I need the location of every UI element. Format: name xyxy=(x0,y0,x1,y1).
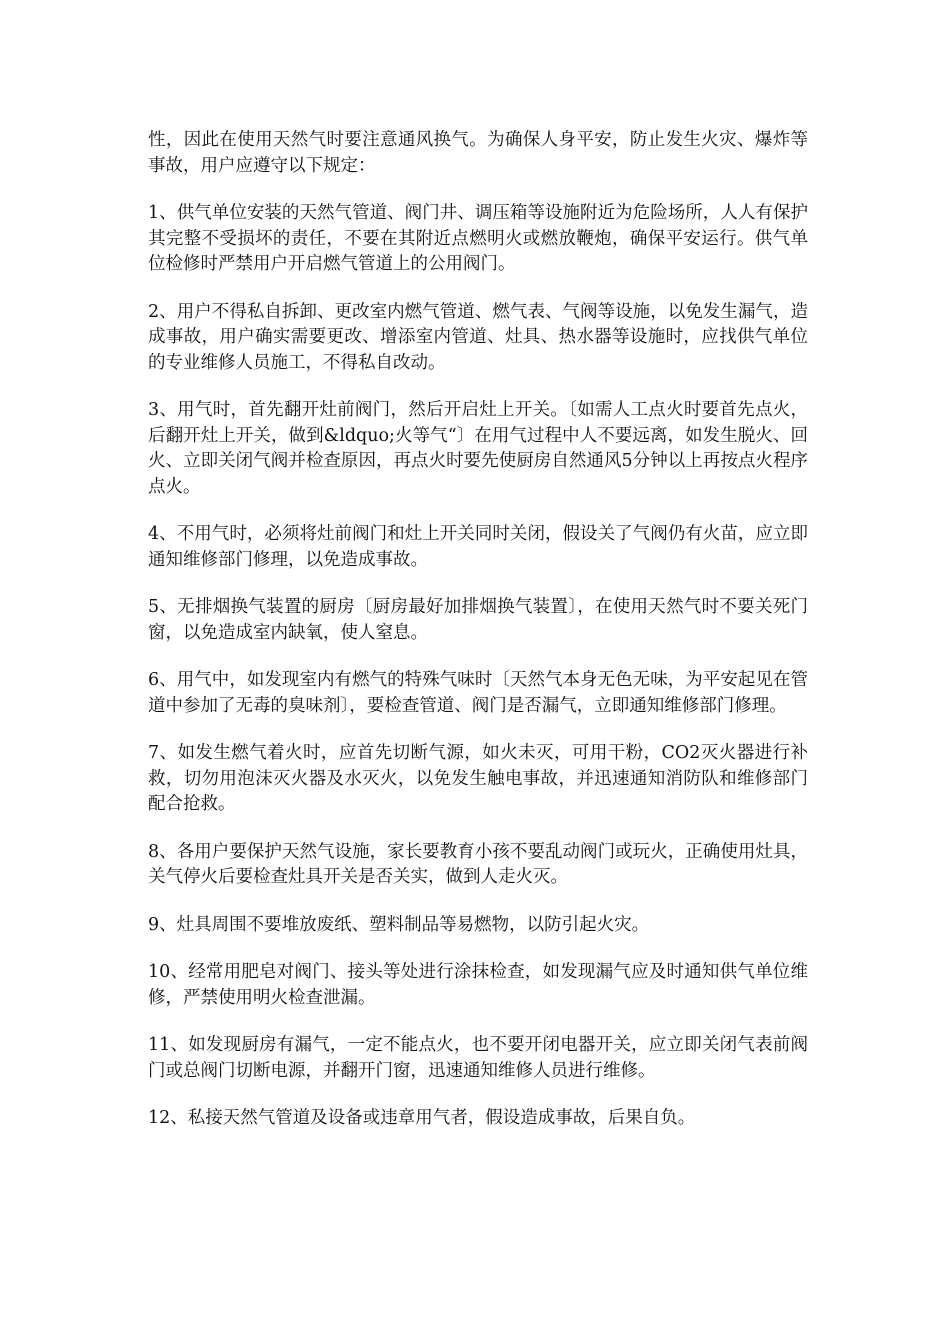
rule-paragraph-9: 9、灶具周围不要堆放废纸、塑料制品等易燃物，以防引起火灾。 xyxy=(148,914,650,935)
rule-paragraph-8: 8、各用户要保护天然气设施，家长要教育小孩不要乱动阀门或玩火，正确使用灶具，关气停火后要检查灶具开关是否关实，做到人走火灭。 xyxy=(148,841,808,887)
document-body xyxy=(148,128,808,1154)
intro-paragraph: 性，因此在使用天然气时要注意通风换气。为确保人身平安，防止发生火灾、爆炸等事故，用户应遵守以下规定： xyxy=(148,130,808,176)
rule-paragraph-4: 4、不用气时，必须将灶前阀门和灶上开关同时关闭，假设关了气阀仍有火苗，应立即通知维修部门修理，以免造成事故。 xyxy=(148,524,808,570)
rule-paragraph-3: 3、用气时，首先翻开灶前阀门，然后开启灶上开关。〔如需人工点火时要首先点火，后翻开灶上开关，做到&ldquo;火等气“〕在用气过程中人不要远离，如发生脱火、回火、立即关闭气阀并检查原因，再点火时要先使厨房自然通风5分钟以上再按点火程序点火。 xyxy=(148,400,808,497)
rule-paragraph-5: 5、无排烟换气装置的厨房〔厨房最好加排烟换气装置〕，在使用天然气时不要关死门窗，以免造成室内缺氧，使人窒息。 xyxy=(148,597,808,643)
rule-paragraph-10: 10、经常用肥皂对阀门、接头等处进行涂抹检查，如发现漏气应及时通知供气单位维修，严禁使用明火检查泄漏。 xyxy=(148,962,808,1008)
rule-paragraph-6: 6、用气中，如发现室内有燃气的特殊气味时〔天然气本身无色无味，为平安起见在管道中参加了无毒的臭味剂〕，要检查管道、阀门是否漏气，立即通知维修部门修理。 xyxy=(148,670,808,716)
rule-paragraph-11: 11、如发现厨房有漏气，一定不能点火，也不要开闭电器开关，应立即关闭气表前阀门或总阀门切断电源，并翻开门窗，迅速通知维修人员进行维修。 xyxy=(148,1035,808,1081)
rule-paragraph-2: 2、用户不得私自拆卸、更改室内燃气管道、燃气表、气阀等设施，以免发生漏气，造成事故，用户确实需要更改、增添室内管道、灶具、热水器等设施时，应找供气单位的专业维修人员施工，不得私自改动。 xyxy=(148,301,808,373)
rule-paragraph-12: 12、私接天然气管道及设备或违章用气者，假设造成事故，后果自负。 xyxy=(148,1108,696,1128)
rule-paragraph-7: 7、如发生燃气着火时，应首先切断气源，如火未灭，可用干粉，CO2灭火器进行补救，切勿用泡沫灭火器及水灭火，以免发生触电事故，并迅速通知消防队和维修部门配合抢救。 xyxy=(148,743,808,814)
rule-paragraph-1: 1、供气单位安装的天然气管道、阀门井、调压箱等设施附近为危险场所，人人有保护其完整不受损坏的责任，不要在其附近点燃明火或燃放鞭炮，确保平安运行。供气单位检修时严禁用户开启燃气管道上的公用阀门。 xyxy=(148,203,808,274)
